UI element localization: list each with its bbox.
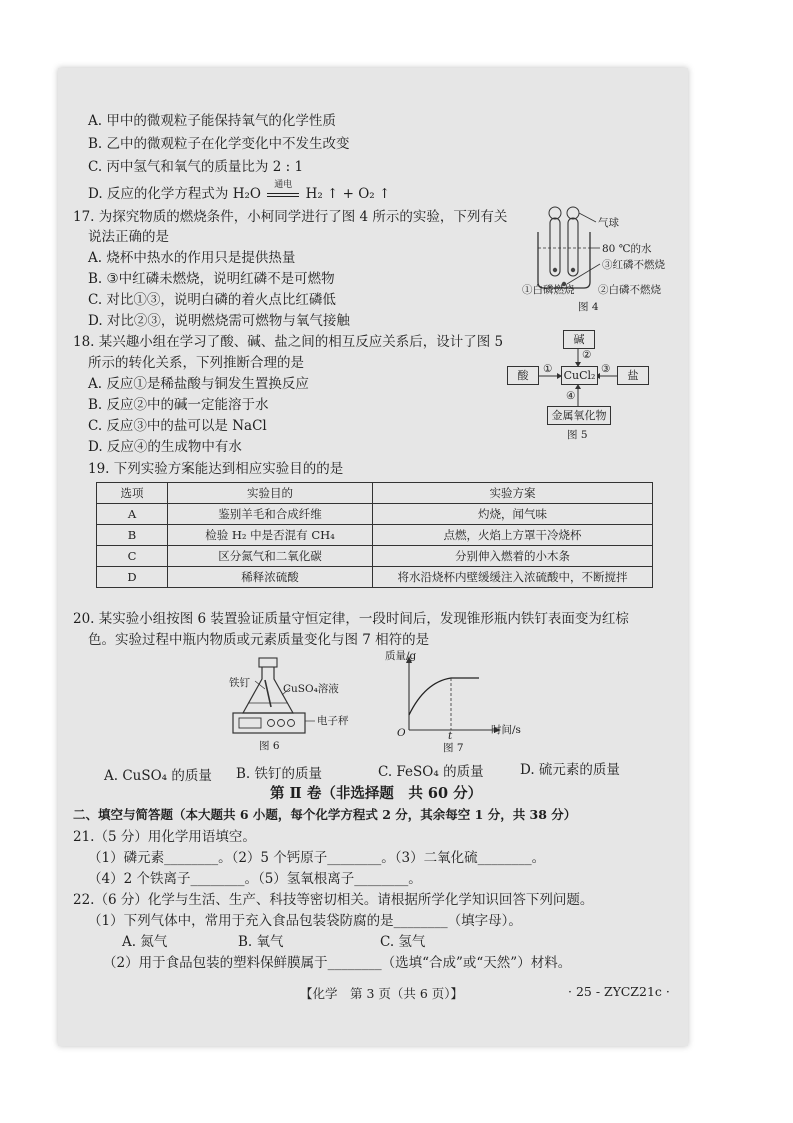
q21-line2: （4）2 个铁离子________。（5）氢氧根离子________。 <box>88 871 422 887</box>
q17-option-b: B. ③中红磷未燃烧，说明红磷不是可燃物 <box>88 271 335 287</box>
fig5-label-3: ③ <box>601 363 611 375</box>
table-header-row <box>97 483 653 504</box>
q16-d-condition: 通电 <box>274 180 293 190</box>
table-cell: 将水沿烧杯内壁缓缓注入浓硫酸中，不断搅拌 <box>373 567 653 588</box>
fig4-balloon-label: 气球 <box>598 217 619 229</box>
fig4-red-phosphorus-label: ③红磷不燃烧 <box>602 259 665 271</box>
page-code: · 25 - ZYCZ21c · <box>568 984 670 999</box>
q22-sub1-option-c: C. 氢气 <box>380 934 426 950</box>
table-header-plan: 实验方案 <box>373 483 653 504</box>
q18-stem-line1: 18. 某兴趣小组在学习了酸、碱、盐之间的相互反应关系后，设计了图 5 <box>73 334 504 350</box>
fig4-white-phosphorus-1-label: ①白磷燃烧 <box>522 284 575 296</box>
q18-option-a: A. 反应①是稀盐酸与铜发生置换反应 <box>88 376 309 392</box>
fig5-label-1: ① <box>543 363 553 375</box>
q18-stem-line2: 所示的转化关系，下列推断合理的是 <box>88 355 304 371</box>
q16-d-prefix: D. 反应的化学方程式为 H₂O <box>88 186 261 202</box>
q22-stem: 22.（6 分）化学与生活、生产、科技等密切相关。请根据所学化学知识回答下列问题。 <box>73 892 594 908</box>
table-cell: 区分氮气和二氧化碳 <box>168 546 373 567</box>
fig7-caption: 图 7 <box>443 742 464 754</box>
q16-option-c: C. 丙中氢气和氧气的质量比为 2 : 1 <box>88 159 304 175</box>
q18-option-c: C. 反应③中的盐可以是 NaCl <box>88 418 267 434</box>
q19-stem: 19. 下列实验方案能达到相应实验目的的是 <box>88 461 344 477</box>
q21-stem: 21.（5 分）用化学用语填空。 <box>73 829 256 845</box>
table-row <box>97 546 653 567</box>
q20-option-a: A. CuSO₄ 的质量 <box>104 768 212 784</box>
table-header-option: 选项 <box>97 483 168 504</box>
fig7-x-axis-label: 时间/s <box>491 724 521 736</box>
table-row <box>97 567 653 588</box>
table-row <box>97 525 653 546</box>
q16-d-arrow <box>265 180 301 203</box>
q17-option-d: D. 对比②③，说明燃烧需可燃物与氧气接触 <box>88 313 350 329</box>
q18-option-d: D. 反应④的生成物中有水 <box>88 439 242 455</box>
q22-sub1-option-a: A. 氮气 <box>122 934 168 950</box>
q20-stem-line2: 色。实验过程中瓶内物质或元素质量变化与图 7 相符的是 <box>88 632 430 648</box>
fig5-caption: 图 5 <box>567 429 588 441</box>
table-cell: A <box>97 504 168 525</box>
figure-7 <box>385 650 535 755</box>
q17-option-c: C. 对比①③，说明白磷的着火点比红磷低 <box>88 292 336 308</box>
fig7-origin-label: O <box>397 727 406 739</box>
table-cell: 分别伸入燃着的小木条 <box>373 546 653 567</box>
q17-stem-line1: 17. 为探究物质的燃烧条件，小柯同学进行了图 4 所示的实验，下列有关 <box>73 209 508 225</box>
q22-sub1-option-b: B. 氧气 <box>238 934 284 950</box>
figure-6 <box>225 655 375 755</box>
fig5-acid-box: 酸 <box>507 366 539 385</box>
q16-d-suffix: H₂ ↑ + O₂ ↑ <box>305 186 391 202</box>
fig7-t-label: t <box>448 730 453 742</box>
q16-option-d <box>88 180 391 203</box>
figure-5 <box>505 328 670 444</box>
table-cell: 灼烧，闻气味 <box>373 504 653 525</box>
fig5-label-2: ② <box>582 349 592 361</box>
table-cell: D <box>97 567 168 588</box>
table-row <box>97 504 653 525</box>
fig6-solution-label: CuSO₄溶液 <box>283 683 339 695</box>
table-cell: 稀释浓硫酸 <box>168 567 373 588</box>
fig4-water-label: 80 ℃的水 <box>602 243 652 255</box>
table-header-purpose: 实验目的 <box>168 483 373 504</box>
q20-option-b: B. 铁钉的质量 <box>236 766 323 782</box>
fig5-salt-box: 盐 <box>617 366 649 385</box>
q17-stem-line2: 说法正确的是 <box>88 229 169 245</box>
q20-stem-line1: 20. 某实验小组按图 6 装置验证质量守恒定律，一段时间后，发现锥形瓶内铁钉表面变为红棕 <box>73 611 629 627</box>
part2-title: 第 Ⅱ 卷（非选择题 共 60 分） <box>270 785 483 802</box>
table-cell: 检验 H₂ 中是否混有 CH₄ <box>168 525 373 546</box>
fig4-caption: 图 4 <box>578 301 599 313</box>
q17-option-a: A. 烧杯中热水的作用只是提供热量 <box>88 250 296 266</box>
q20-option-d: D. 硫元素的质量 <box>520 762 620 778</box>
table-cell: 鉴别羊毛和合成纤维 <box>168 504 373 525</box>
fig6-caption: 图 6 <box>259 740 280 752</box>
fig6-nail-label: 铁钉 <box>229 677 250 689</box>
section2-heading: 二、填空与简答题（本大题共 6 小题，每个化学方程式 2 分，其余每空 1 分，共 38 分） <box>73 807 577 822</box>
fig5-label-4: ④ <box>566 390 576 402</box>
fig5-metal-oxide-box: 金属氧化物 <box>547 406 611 425</box>
q21-line1: （1）磷元素________。（2）5 个钙原子________。（3）二氧化硫________。 <box>88 850 546 866</box>
fig7-y-axis-label: 质量/g <box>385 650 417 662</box>
fig6-apparatus-drawing <box>225 655 375 745</box>
fig4-white-phosphorus-2-label: ②白磷不燃烧 <box>598 284 661 296</box>
table-cell: B <box>97 525 168 546</box>
table-cell: 点燃，火焰上方罩干冷烧杯 <box>373 525 653 546</box>
q19-table <box>96 482 653 588</box>
q22-sub1: （1）下列气体中，常用于充入食品包装袋防腐的是________（填字母）。 <box>88 913 522 929</box>
fig5-base-box: 碱 <box>563 330 595 349</box>
q18-option-b: B. 反应②中的碱一定能溶于水 <box>88 397 269 413</box>
q16-option-a: A. 甲中的微观粒子能保持氧气的化学性质 <box>88 113 336 129</box>
fig5-cucl2-box: CuCl₂ <box>561 366 598 385</box>
figure-4 <box>520 204 680 316</box>
fig6-scale-label: 电子秤 <box>317 715 349 727</box>
q20-option-c: C. FeSO₄ 的质量 <box>378 764 484 780</box>
table-cell: C <box>97 546 168 567</box>
q16-option-b: B. 乙中的微观粒子在化学变化中不发生改变 <box>88 136 350 152</box>
page-footer: 【化学 第 3 页（共 6 页）】 <box>300 986 464 1001</box>
q22-sub2: （2）用于食品包装的塑料保鲜膜属于________（选填“合成”或“天然”）材料。 <box>103 955 572 971</box>
